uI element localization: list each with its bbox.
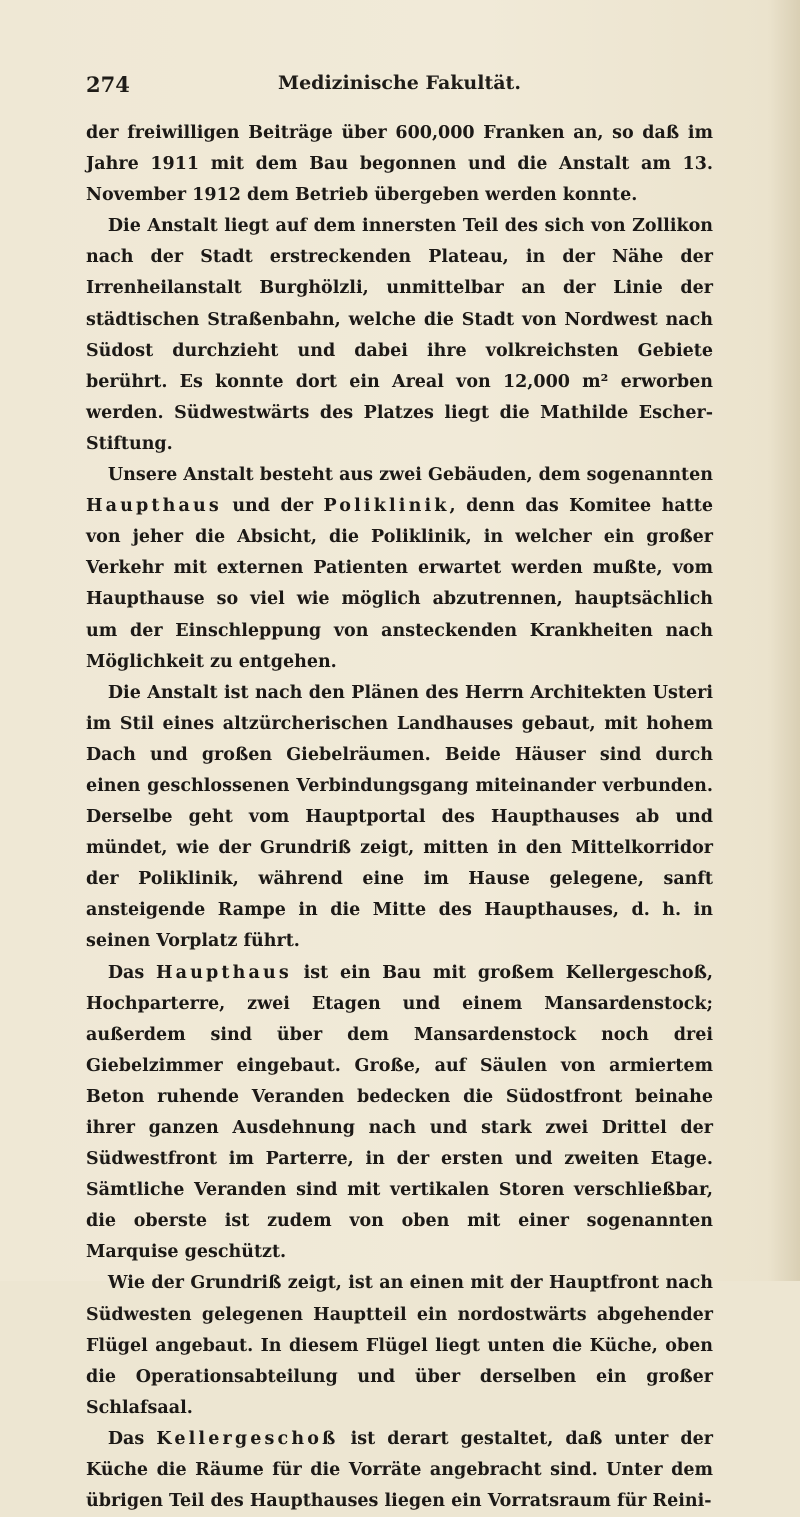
paragraph-7-text-a: Das [107,1428,157,1449]
term-poliklinik: Poliklinik [323,496,450,517]
paragraph-5-text-c: ist ein Bau mit großem Kellergeschoß, Hochparterre, zwei Etagen und einem Mansardenstock; außerdem sind über dem Mansardenstock noch drei Giebelzimmer eingebaut. Große, auf Säulen von armiertem Beton ruhende Veranden bedecken die Südostfront beinahe ihrer ganzen Ausdehnung nach und stark zwei Drittel der Südwestfront im Parterre, in der ersten und zweiten Etage. Sämtliche Veranden sind mit vertikalen Storen verschließbar, die oberste ist zudem von oben mit einer sogenannten Marquise geschützt. [86,962,713,1263]
term-haupthaus: Haupthaus [86,496,222,517]
running-head: Medizinische Fakultät. [278,72,521,94]
body-text [86,118,713,1517]
page-number: 274 [86,72,130,97]
paragraph-3 [86,460,713,678]
paragraph-5 [86,958,713,1269]
term-haupthaus-2: Haupthaus [156,962,292,983]
paragraph-3-text-a: Unsere Anstalt besteht aus zwei Gebäuden, dem sogenannten [107,465,713,486]
paragraph-4: Die Anstalt ist nach den Plänen des Herrn Architekten Usteri im Stil eines altzürcherischen Landhauses gebaut, mit hohem Dach und großen Giebelräumen. Beide Häuser sind durch einen geschlossenen Verbindungsgang miteinander verbunden. Derselbe geht vom Hauptportal des Haupthauses ab und mündet, wie der Grundriß zeigt, mitten in den Mittelkorridor der Poliklinik, während eine im Hause gelegene, sanft ansteigende Rampe in die Mitte des Haupthauses, d. h. in seinen Vorplatz führt. [86,682,713,952]
paragraph-5-text-a: Das [107,962,156,983]
page-header [86,72,713,102]
term-kellergeschoss: Kellergeschoß [156,1428,339,1449]
paragraph-7-text-c: ist derart gestaltet, daß unter der Küche die Räume für die Vorräte angebracht sind. Unter dem übrigen Teil des Haupthauses liegen ein Vorratsraum für Reini- [86,1428,713,1512]
paragraph-6: Wie der Grundriß zeigt, ist an einen mit der Hauptfront nach Südwesten gelegenen Hauptteil ein nordostwärts abgehender Flügel angebaut. In diesem Flügel liegt unten die Küche, oben die Operationsabteilung und über derselben ein großer Schlafsaal. [86,1273,713,1418]
paragraph-7 [86,1424,713,1517]
paragraph-3-text-c: und der [221,496,324,517]
paragraph-1: der freiwilligen Beiträge über 600,000 Franken an, so daß im Jahre 1911 mit dem Bau begonnen und die Anstalt am 13. November 1912 dem Betrieb übergeben werden konnte. [86,123,713,206]
paragraph-3-text-e: , denn das Komitee hatte von jeher die Absicht, die Poliklinik, in welcher ein großer Verkehr mit externen Patienten erwartet werden mußte, vom Haupthause so viel wie möglich abzutrennen, hauptsächlich um der Einschleppung von ansteckenden Krankheiten nach Möglichkeit zu entgehen. [86,496,713,672]
paragraph-2: Die Anstalt liegt auf dem innersten Teil des sich von Zollikon nach der Stadt erstreckenden Plateau, in der Nähe der Irrenheilanstalt Burghölzli, unmittelbar an der Linie der städtischen Straßenbahn, welche die Stadt von Nordwest nach Südost durchzieht und dabei ihre volkreichsten Gebiete berührt. Es konnte dort ein Areal von 12,000 m² erworben werden. Südwestwärts des Platzes liegt die Mathilde Escher-Stiftung. [86,216,713,454]
